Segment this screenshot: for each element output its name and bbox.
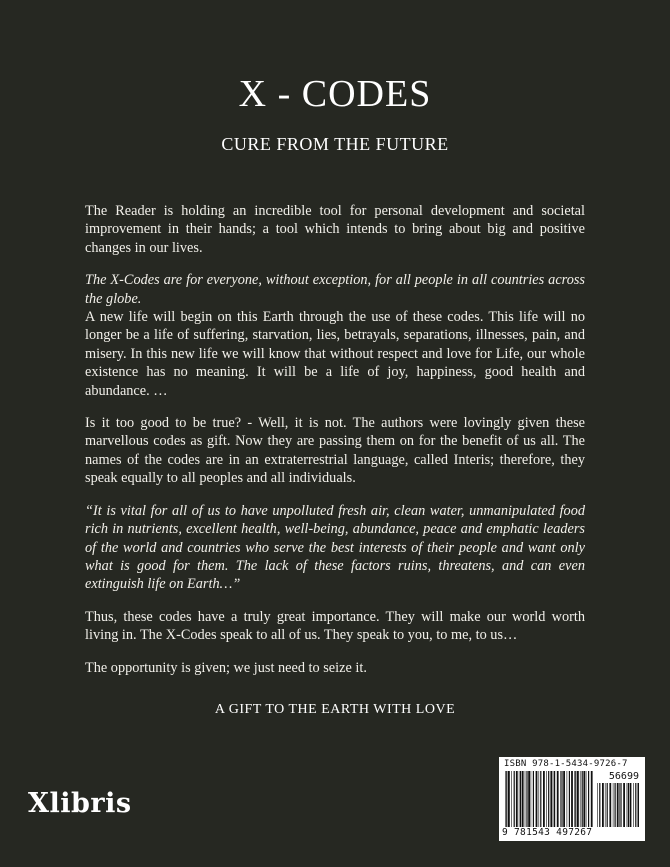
barcode-bar bbox=[520, 771, 521, 827]
barcode-bar bbox=[586, 771, 587, 827]
barcode-bar bbox=[630, 783, 632, 827]
barcode-bar bbox=[536, 771, 538, 827]
barcode-bar bbox=[563, 771, 565, 827]
blurb-paragraph-6: The opportunity is given; we just need to seize it. bbox=[85, 659, 367, 676]
barcode-bar bbox=[569, 771, 570, 827]
barcode-bar bbox=[605, 783, 606, 827]
barcode-bar bbox=[505, 771, 506, 827]
barcode-bar bbox=[635, 783, 636, 827]
barcode-bar bbox=[582, 771, 583, 827]
barcode-bar bbox=[528, 771, 530, 827]
blurb-paragraph-1: The Reader is holding an incredible tool for personal development and societal improvement in their hands; a tool which intends to bring about big and positive changes in our lives. bbox=[85, 203, 585, 256]
barcode-bar bbox=[638, 783, 640, 827]
barcode-bar bbox=[511, 771, 512, 827]
addon-barcode-bars bbox=[597, 783, 639, 827]
barcode-bar bbox=[506, 771, 507, 827]
barcode-bar bbox=[560, 771, 561, 827]
blurb-paragraph-5: Thus, these codes have a truly great importance. They will make our world worth living in. The X-Codes speak to all of us. They speak to you, to me, to us… bbox=[85, 608, 585, 644]
barcode-bar bbox=[554, 771, 555, 827]
barcode-bar bbox=[539, 771, 540, 827]
book-subtitle: CURE FROM THE FUTURE bbox=[221, 134, 449, 154]
barcode-bar bbox=[574, 771, 575, 827]
barcode-bar bbox=[591, 771, 593, 827]
barcode-bar bbox=[525, 771, 526, 827]
barcode-bar bbox=[516, 771, 518, 827]
italic-statement: The X-Codes are for everyone, without exception, for all people in all countries across the globe. bbox=[85, 272, 585, 307]
barcode-bar bbox=[526, 771, 527, 827]
barcode-bar bbox=[550, 771, 552, 827]
blurb-paragraph-2: A new life will begin on this Earth through the use of these codes. This life will no longer be a life of suffering, starvation, lies, betrayals, separations, illnesses, pain, and misery. In this new life we will know that without respect and love for Life, our whole existence has no meaning. It will be a life of joy, happiness, good health and abundance. … bbox=[85, 309, 585, 399]
barcode-bar bbox=[508, 771, 510, 827]
barcode-bar bbox=[540, 771, 541, 827]
barcode-bar bbox=[623, 783, 625, 827]
isbn-barcode bbox=[499, 757, 645, 841]
barcode-bar bbox=[627, 783, 628, 827]
barcode-bar bbox=[617, 783, 619, 827]
book-title: X - CODES bbox=[238, 73, 432, 115]
barcode-bar bbox=[571, 771, 573, 827]
blurb-paragraph-3: Is it too good to be true? - Well, it is not. The authors were lovingly given these marvellous codes as gift. Now they are passing them on for the benefit of us all. The names of the codes are in an extraterrestrial language, called Interis; therefore, they speak equally to all peoples and all individuals. bbox=[85, 415, 585, 487]
barcode-bar bbox=[577, 771, 579, 827]
barcode-bar bbox=[602, 783, 604, 827]
barcode-bar bbox=[628, 783, 629, 827]
barcode-bar bbox=[620, 783, 621, 827]
barcode-bar bbox=[531, 771, 532, 827]
blurb-paragraph-2-italic bbox=[85, 271, 585, 308]
barcode-bar bbox=[548, 771, 549, 827]
barcode-bar bbox=[533, 771, 534, 827]
blurb-quote bbox=[85, 502, 585, 594]
tagline: A GIFT TO THE EARTH WITH LOVE bbox=[214, 702, 456, 717]
barcode-bar bbox=[522, 771, 524, 827]
publisher-logo: Xlibris bbox=[28, 788, 132, 819]
barcode-bar bbox=[619, 783, 620, 827]
barcode-bar bbox=[599, 783, 600, 827]
barcode-bar bbox=[583, 771, 585, 827]
ean-number: 9 781543 497267 bbox=[502, 827, 593, 838]
quote-text: “It is vital for all of us to have unpolluted fresh air, clean water, unmanipulated food rich in nutrients, excellent health, well-being, abundance, peace and emphatic leaders of the world and countries who serve the best interests of their people and want only what is good for them. The lack of these factors ruins, threatens, and can even extinguish life on Earth…” bbox=[85, 502, 585, 593]
barcode-bar bbox=[609, 783, 611, 827]
barcode-bar bbox=[575, 771, 576, 827]
barcode-bar bbox=[553, 771, 554, 827]
barcode-bar bbox=[546, 771, 547, 827]
barcode-bar bbox=[557, 771, 559, 827]
barcode-bar bbox=[597, 783, 598, 827]
barcode-bar bbox=[561, 771, 562, 827]
barcode-bar bbox=[543, 771, 545, 827]
back-cover-blurb bbox=[85, 202, 585, 691]
isbn-label: ISBN 978-1-5434-9726-7 bbox=[504, 759, 628, 769]
barcode-bar bbox=[613, 783, 614, 827]
barcode-bar bbox=[519, 771, 520, 827]
barcode-bar bbox=[607, 783, 608, 827]
barcode-bar bbox=[633, 783, 634, 827]
price-code: 56699 bbox=[608, 771, 639, 782]
barcode-bar bbox=[580, 771, 581, 827]
barcode-bar bbox=[514, 771, 515, 827]
barcode-bar bbox=[615, 783, 616, 827]
barcode-bar bbox=[567, 771, 568, 827]
barcode-bar bbox=[588, 771, 589, 827]
ean-barcode-bars bbox=[505, 771, 593, 827]
